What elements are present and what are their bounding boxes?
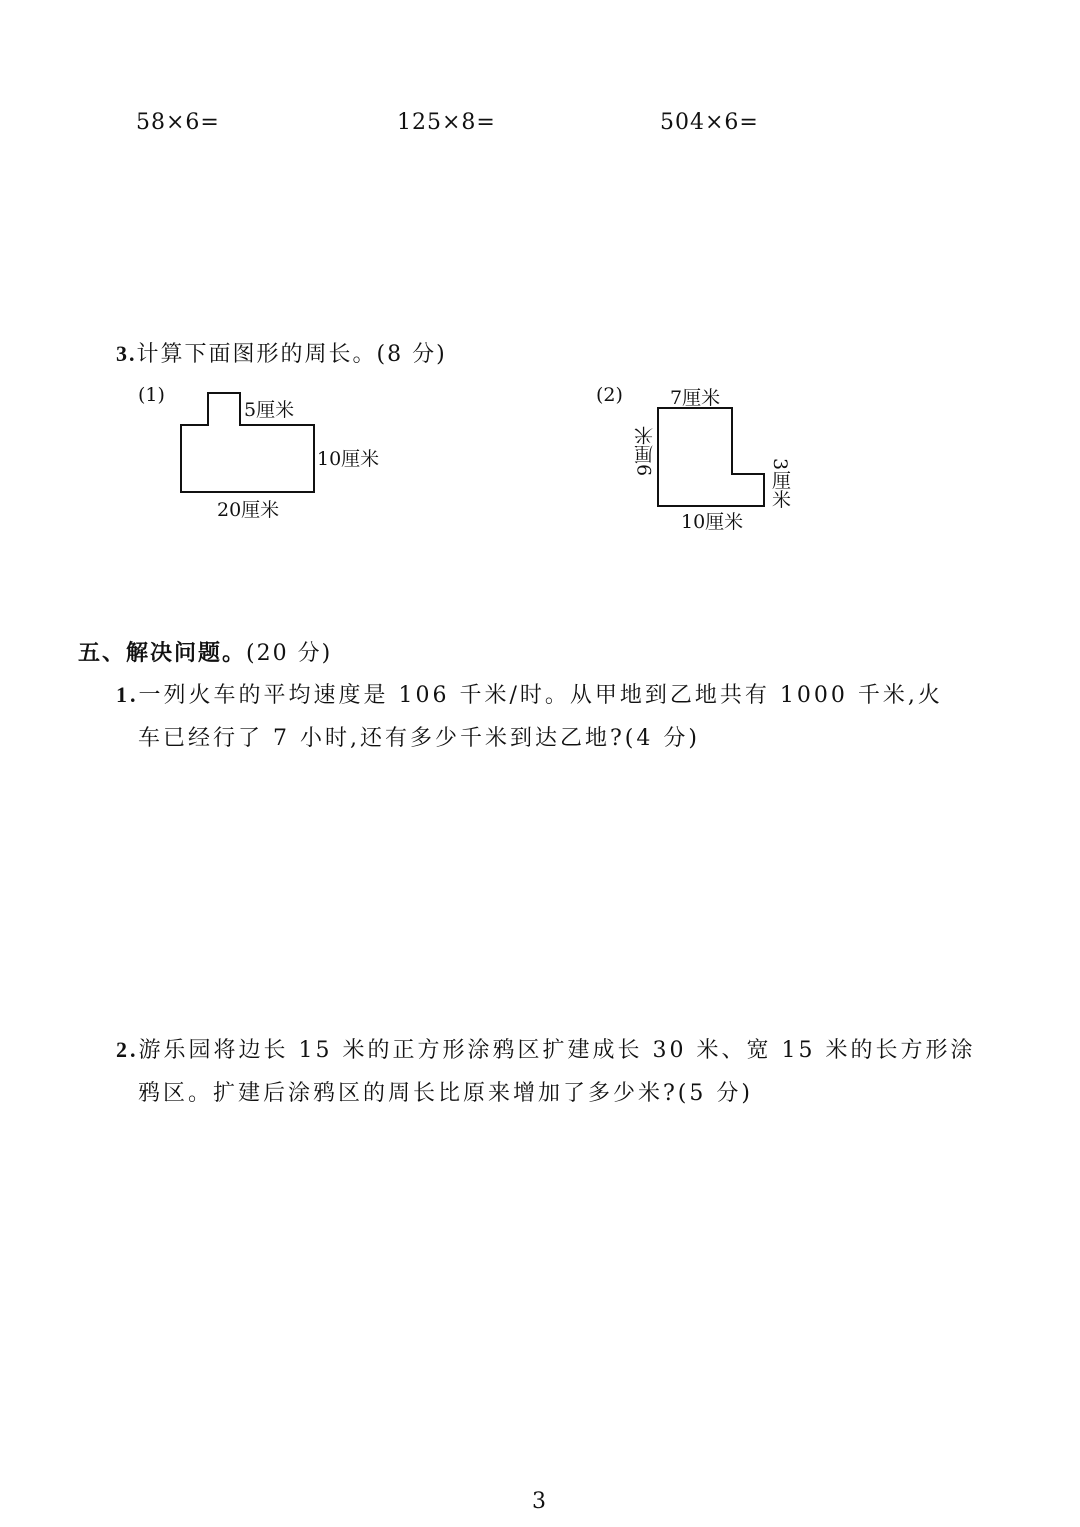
figure-1-base: 20厘米 — [217, 499, 280, 521]
figure-2-outline — [658, 408, 764, 506]
section-5-heading: 五、解决问题。 — [78, 640, 247, 666]
question-3-number: 3. — [116, 341, 137, 366]
section-5-points: (20 分) — [246, 641, 333, 666]
equation-125x8: 125×8= — [397, 110, 496, 135]
figure-2-base: 10厘米 — [681, 511, 744, 533]
problem-2-line-2: 鸦区。扩建后涂鸦区的周长比原来增加了多少米?(5 分) — [138, 1081, 753, 1106]
equation-58x6: 58×6= — [136, 110, 220, 135]
problem-1-line-1 — [116, 673, 943, 718]
equation-504x6: 504×6= — [660, 110, 759, 135]
figure-1-height: 10厘米 — [317, 448, 380, 470]
figure-1-top-width: 5厘米 — [244, 399, 295, 421]
section-5-title — [78, 636, 332, 667]
figure-1-label: (1) — [138, 384, 165, 406]
problem-2-line-1 — [116, 1028, 975, 1073]
problem-1-number: 1. — [116, 682, 139, 707]
problem-1-text-1: 一列火车的平均速度是 106 千米/时。从甲地到乙地共有 1000 千米,火 — [138, 683, 943, 708]
problem-2-text-1: 游乐园将边长 15 米的正方形涂鸦区扩建成长 30 米、宽 15 米的长方形涂 — [138, 1038, 976, 1063]
problem-1-line-2: 车已经行了 7 小时,还有多少千米到达乙地?(4 分) — [138, 726, 700, 751]
figure-2-step: 3厘米 — [769, 458, 791, 509]
page-number: 3 — [532, 1489, 546, 1514]
question-3-text: 计算下面图形的周长。(8 分) — [136, 342, 447, 367]
problem-2-number: 2. — [116, 1037, 139, 1062]
figure-2-top-width: 7厘米 — [670, 387, 721, 409]
figure-2-label: (2) — [596, 384, 623, 406]
figure-2-height: 9厘米 — [634, 426, 656, 477]
